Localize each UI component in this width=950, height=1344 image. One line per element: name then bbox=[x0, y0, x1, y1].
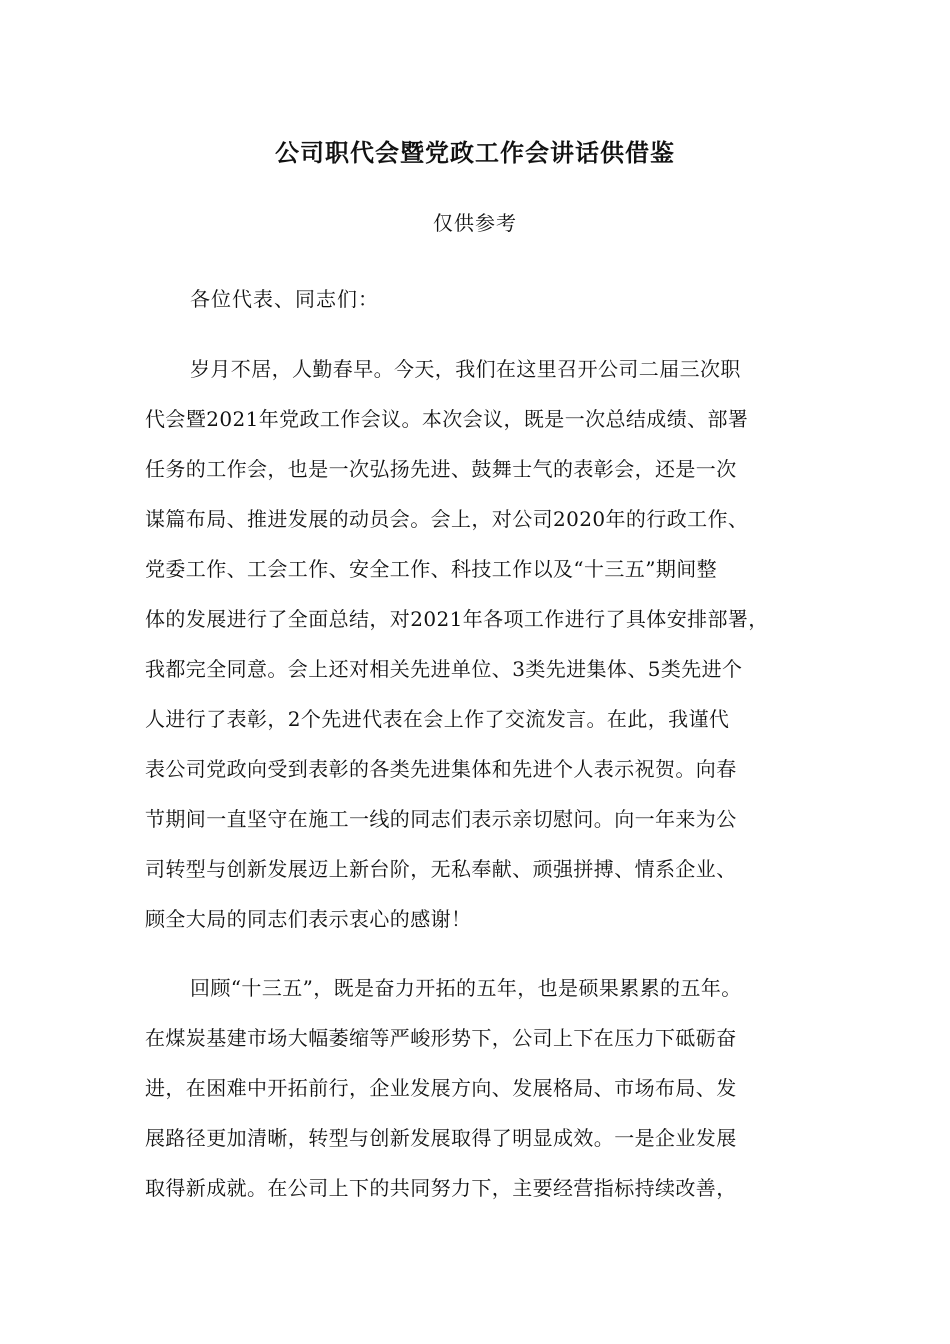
text-line: 顾全大局的同志们表示衷心的感谢！ bbox=[145, 907, 472, 931]
text-line: 党委工作、工会工作、安全工作、科技工作以及“十三五”期间整 bbox=[145, 557, 718, 581]
text-line: 取得新成就。在公司上下的共同努力下，主要经营指标持续改善， bbox=[145, 1176, 737, 1200]
salutation: 各位代表、同志们： bbox=[190, 287, 379, 311]
text-line: 人进行了表彰，2个先进代表在会上作了交流发言。在此，我谨代 bbox=[145, 707, 730, 731]
text-line: 表公司党政向受到表彰的各类先进集体和先进个人表示祝贺。向春 bbox=[145, 757, 737, 781]
document-title: 公司职代会暨党政工作会讲话供借鉴 bbox=[275, 139, 675, 167]
text-line: 任务的工作会，也是一次弘扬先进、鼓舞士气的表彰会，还是一次 bbox=[145, 457, 737, 481]
text-line: 展路径更加清晰，转型与创新发展取得了明显成效。一是企业发展 bbox=[145, 1126, 737, 1150]
text-line: 在煤炭基建市场大幅萎缩等严峻形势下，公司上下在压力下砥砺奋 bbox=[145, 1026, 737, 1050]
text-line: 进，在困难中开拓前行，企业发展方向、发展格局、市场布局、发 bbox=[145, 1076, 737, 1100]
paragraph-2 bbox=[145, 963, 810, 1213]
text-line: 我都完全同意。会上还对相关先进单位、3类先进集体、5类先进个 bbox=[145, 657, 743, 681]
text-line: 谋篇布局、推进发展的动员会。会上，对公司2020年的行政工作、 bbox=[145, 507, 749, 531]
text-line: 岁月不居，人勤春早。今天，我们在这里召开公司二届三次职 bbox=[190, 357, 741, 381]
text-line: 代会暨2021年党政工作会议。本次会议，既是一次总结成绩、部署 bbox=[145, 407, 749, 431]
text-line: 司转型与创新发展迈上新台阶，无私奉献、顽强拼搏、情系企业、 bbox=[145, 857, 737, 881]
paragraph-1 bbox=[145, 344, 810, 944]
text-line: 体的发展进行了全面总结，对2021年各项工作进行了具体安排部署， bbox=[145, 607, 769, 631]
text-line: 回顾“十三五”，既是奋力开拓的五年，也是硕果累累的五年。 bbox=[190, 976, 742, 1000]
text-line: 节期间一直坚守在施工一线的同志们表示亲切慰问。向一年来为公 bbox=[145, 807, 737, 831]
document-subtitle: 仅供参考 bbox=[433, 211, 517, 235]
